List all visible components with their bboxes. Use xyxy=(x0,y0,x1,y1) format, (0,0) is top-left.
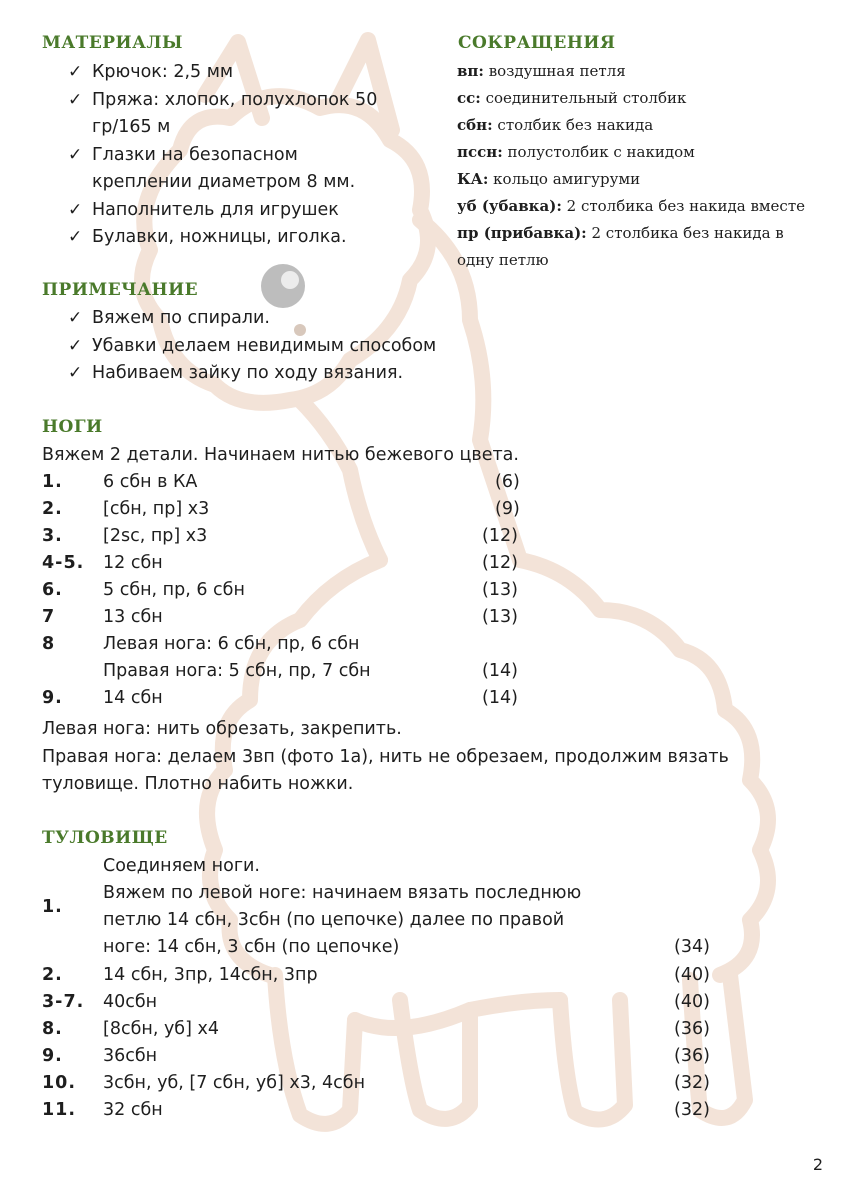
checkmark-icon: ✓ xyxy=(68,62,83,82)
list-item: вп: воздушная петля xyxy=(457,62,626,80)
abbreviations-heading: СОКРАЩЕНИЯ xyxy=(458,33,616,53)
table-row: петлю 14 сбн, 3сбн (по цепочке) далее по правой xyxy=(103,910,565,930)
list-item: КА: кольцо амигуруми xyxy=(457,170,641,188)
table-row: 3. [2sc, пр] х3 (12) xyxy=(42,526,518,546)
table-row: 4-5. 12 сбн (12) xyxy=(42,553,518,573)
materials-heading: МАТЕРИАЛЫ xyxy=(42,33,183,53)
table-row: Соединяем ноги. xyxy=(103,856,260,876)
table-row: 2. 14 сбн, 3пр, 14сбн, 3пр (40) xyxy=(42,965,710,985)
list-item: пр (прибавка): 2 столбика без накида в xyxy=(457,224,784,242)
notes-heading: ПРИМЕЧАНИЕ xyxy=(42,280,199,300)
table-row: 1. xyxy=(42,897,63,917)
checkmark-icon: ✓ xyxy=(68,89,83,110)
table-row: 11. 32 сбн (32) xyxy=(42,1100,710,1120)
list-item: гр/165 м xyxy=(92,117,171,137)
checkmark-icon: ✓ xyxy=(68,227,83,247)
list-item: ✓ Крючок: 2,5 мм xyxy=(62,59,442,87)
page-number: 2 xyxy=(812,1155,823,1174)
list-item: ✓ Убавки делаем невидимым способом xyxy=(62,333,542,361)
list-item: ✓ Булавки, ножницы, иголка. xyxy=(62,224,442,252)
table-row: 6. 5 сбн, пр, 6 сбн (13) xyxy=(42,580,518,600)
notes-list xyxy=(62,305,542,388)
checkmark-icon: ✓ xyxy=(68,308,83,328)
table-row: ноге: 14 сбн, 3 сбн (по цепочке) (34) xyxy=(103,937,710,957)
table-row: 7 13 сбн (13) xyxy=(42,607,518,627)
table-row: 2. [сбн, пр] х3 (9) xyxy=(42,499,520,519)
list-item: ✓ Глазки на безопасном xyxy=(62,142,442,170)
list-item: ✓ Вяжем по спирали. xyxy=(62,305,542,333)
list-item: пссн: полустолбик с накидом xyxy=(457,143,695,161)
table-row: 8 Левая нога: 6 сбн, пр, 6 сбн xyxy=(42,634,360,654)
legs-intro: Вяжем 2 детали. Начинаем нитью бежевого цвета. xyxy=(42,445,519,465)
legs-heading: НОГИ xyxy=(42,417,103,437)
table-row: Вяжем по левой ноге: начинаем вязать последнюю xyxy=(103,883,582,903)
checkmark-icon: ✓ xyxy=(68,144,83,165)
list-item: креплении диаметром 8 мм. xyxy=(92,172,356,192)
list-item: ✓ Пряжа: хлопок, полухлопок 50 xyxy=(62,87,442,115)
list-item: сбн: столбик без накида xyxy=(457,116,654,134)
checkmark-icon: ✓ xyxy=(68,335,83,356)
list-item: ✓ Набиваем зайку по ходу вязания. xyxy=(62,360,542,388)
list-item: сс: соединительный столбик xyxy=(457,89,687,107)
list-item: ✓ Наполнитель для игрушек xyxy=(62,197,442,225)
checkmark-icon: ✓ xyxy=(68,199,83,220)
legs-outro: Левая нога: нить обрезать, закрепить. Правая нога: делаем 3вп (фото 1а), нить не обрезаем, продолжим вязать туловище. Плотно набить ножки. xyxy=(42,719,729,794)
table-row: 8. [8сбн, уб] х4 (36) xyxy=(42,1019,710,1039)
list-item: уб (убавка): 2 столбика без накида вместе xyxy=(457,197,806,215)
table-row: 9. 36сбн (36) xyxy=(42,1046,710,1066)
body-heading: ТУЛОВИЩЕ xyxy=(42,828,168,848)
table-row: 3-7. 40сбн (40) xyxy=(42,992,710,1012)
table-row: Правая нога: 5 сбн, пр, 7 сбн (14) xyxy=(103,661,518,681)
materials-list xyxy=(62,59,442,252)
list-item: одну петлю xyxy=(457,251,549,269)
checkmark-icon: ✓ xyxy=(68,363,83,383)
table-row: 9. 14 сбн (14) xyxy=(42,688,518,708)
table-row: 10. 3сбн, уб, [7 сбн, уб] х3, 4сбн (32) xyxy=(42,1073,710,1093)
abbreviations-list xyxy=(457,58,832,274)
table-row: 1. 6 сбн в КА (6) xyxy=(42,472,520,492)
